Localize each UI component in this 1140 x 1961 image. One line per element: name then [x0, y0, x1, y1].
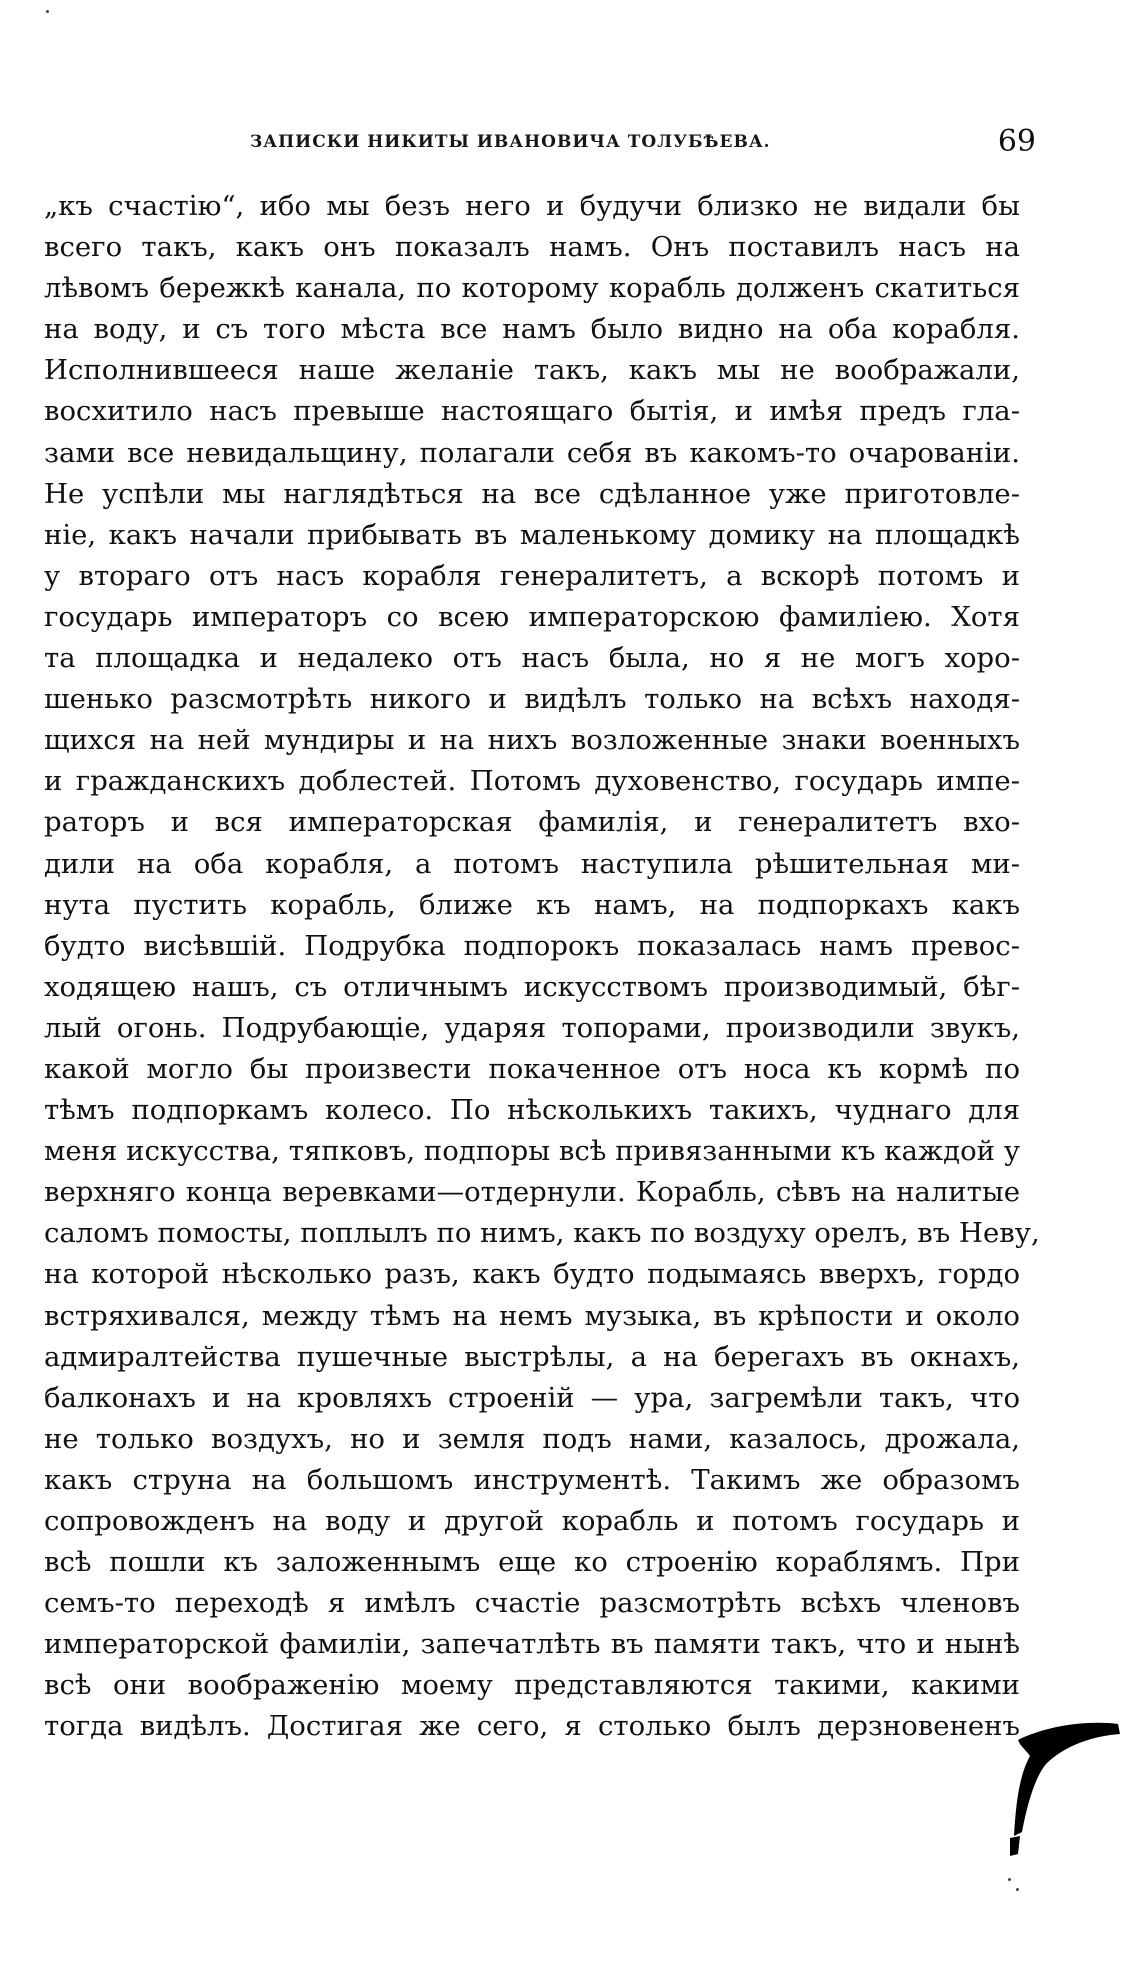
text-line: балконахъ и на кровляхъ строеній — ура, загремѣли такъ, что	[44, 1381, 1020, 1414]
text-line: ніе, какъ начали прибывать въ маленькому домику на площадкѣ	[44, 518, 1020, 551]
text-line: государь императоръ со всею императорскою фамиліею. Хотя	[44, 600, 1020, 633]
text-line: всего такъ, какъ онъ показалъ намъ. Онъ поставилъ насъ на	[44, 231, 1020, 264]
text-line: восхитило насъ превыше настоящаго бытія, и имѣя предъ гла-	[44, 395, 1020, 428]
text-line: сопровожденъ на воду и другой корабль и потомъ государь и	[44, 1505, 1020, 1537]
text-line: семъ-то переходѣ я имѣлъ счастіе разсмотрѣть всѣхъ членовъ	[44, 1587, 1020, 1620]
text-line: будто висѣвшій. Подрубка подпорокъ показалась намъ превос-	[44, 929, 1020, 962]
ink-blot-mark	[1006, 1720, 1126, 1860]
text-line: императорской фамиліи, запечатлѣть въ памяти такъ, что и нынѣ	[44, 1628, 1020, 1661]
text-line: лѣвомъ бережкѣ канала, по которому корабль долженъ скатиться	[44, 272, 1020, 305]
text-line: тѣмъ подпоркамъ колесо. По нѣсколькихъ такихъ, чуднаго для	[44, 1094, 1020, 1127]
text-line: Исполнившееся наше желаніе такъ, какъ мы не воображали,	[44, 354, 1020, 387]
text-line: тогда видѣлъ. Достигая же сего, я столько былъ дерзновененъ	[44, 1710, 1020, 1743]
page-number: 69	[997, 124, 1036, 159]
text-line: зами все невидальщину, полагали себя въ какомъ-то очарованіи.	[44, 436, 1020, 469]
text-line: какъ струна на большомъ инструментѣ. Такимъ же образомъ	[44, 1463, 1020, 1496]
text-line: какой могло бы произвести покаченное отъ носа къ кормѣ по	[44, 1052, 1020, 1085]
text-line: на воду, и съ того мѣста все намъ было видно на оба корабля.	[44, 313, 1020, 346]
text-line: лый огонь. Подрубающіе, ударяя топорами, производили звукъ,	[44, 1011, 1020, 1044]
text-line: на которой нѣсколько разъ, какъ будто подымаясь вверхъ, гордо	[44, 1258, 1020, 1291]
speck-mark	[1008, 1878, 1011, 1881]
text-line: ходящею нашъ, съ отличнымъ искусствомъ производимый, бѣг-	[44, 970, 1020, 1003]
text-line: щихся на ней мундиры и на нихъ возложенные знаки военныхъ	[44, 724, 1020, 757]
speck-mark	[46, 10, 49, 13]
text-line: раторъ и вся императорская фамилія, и генералитетъ вхо-	[44, 806, 1020, 839]
text-line: адмиралтейства пушечные выстрѣлы, а на берегахъ въ окнахъ,	[44, 1340, 1020, 1373]
body-text	[44, 186, 1040, 1748]
text-line: саломъ помосты, поплылъ по нимъ, какъ по воздуху орелъ, въ Неву,	[44, 1217, 1040, 1250]
running-title: ЗАПИСКИ НИКИТЫ ИВАНОВИЧА ТОЛУБѢЕВА.	[250, 132, 771, 152]
text-line: встряхивался, между тѣмъ на немъ музыка, въ крѣпости и около	[44, 1299, 1020, 1332]
speck-mark	[1016, 1888, 1019, 1891]
text-line: „къ счастію“, ибо мы безъ него и будучи близко не видали бы	[44, 190, 1020, 222]
text-line: всѣ они воображенію моему представляются такими, какими	[44, 1669, 1020, 1702]
text-line: не только воздухъ, но и земля подъ нами, казалось, дрожала,	[44, 1422, 1020, 1455]
text-line: у втораго отъ насъ корабля генералитетъ, а вскорѣ потомъ и	[44, 559, 1020, 592]
text-line: Не успѣли мы наглядѣться на все сдѣланное уже приготовле-	[44, 477, 1020, 510]
text-line: та площадка и недалеко отъ насъ была, но я не могъ хоро-	[44, 642, 1020, 675]
text-line: верхняго конца веревками—отдернули. Корабль, сѣвъ на налитые	[44, 1176, 1020, 1209]
text-line: меня искусства, тяпковъ, подпоры всѣ привязанными къ каждой у	[44, 1135, 1020, 1168]
text-line: дили на оба корабля, а потомъ наступила рѣшительная ми-	[44, 847, 1020, 880]
text-line: шенько разсмотрѣть никого и видѣлъ только на всѣхъ находя-	[44, 683, 1020, 716]
text-line: всѣ пошли къ заложеннымъ еще ко строенію кораблямъ. При	[44, 1546, 1020, 1579]
text-line: и гражданскихъ доблестей. Потомъ духовенство, государь импе-	[44, 765, 1020, 798]
text-line: нута пустить корабль, ближе къ намъ, на подпоркахъ какъ	[44, 888, 1020, 921]
